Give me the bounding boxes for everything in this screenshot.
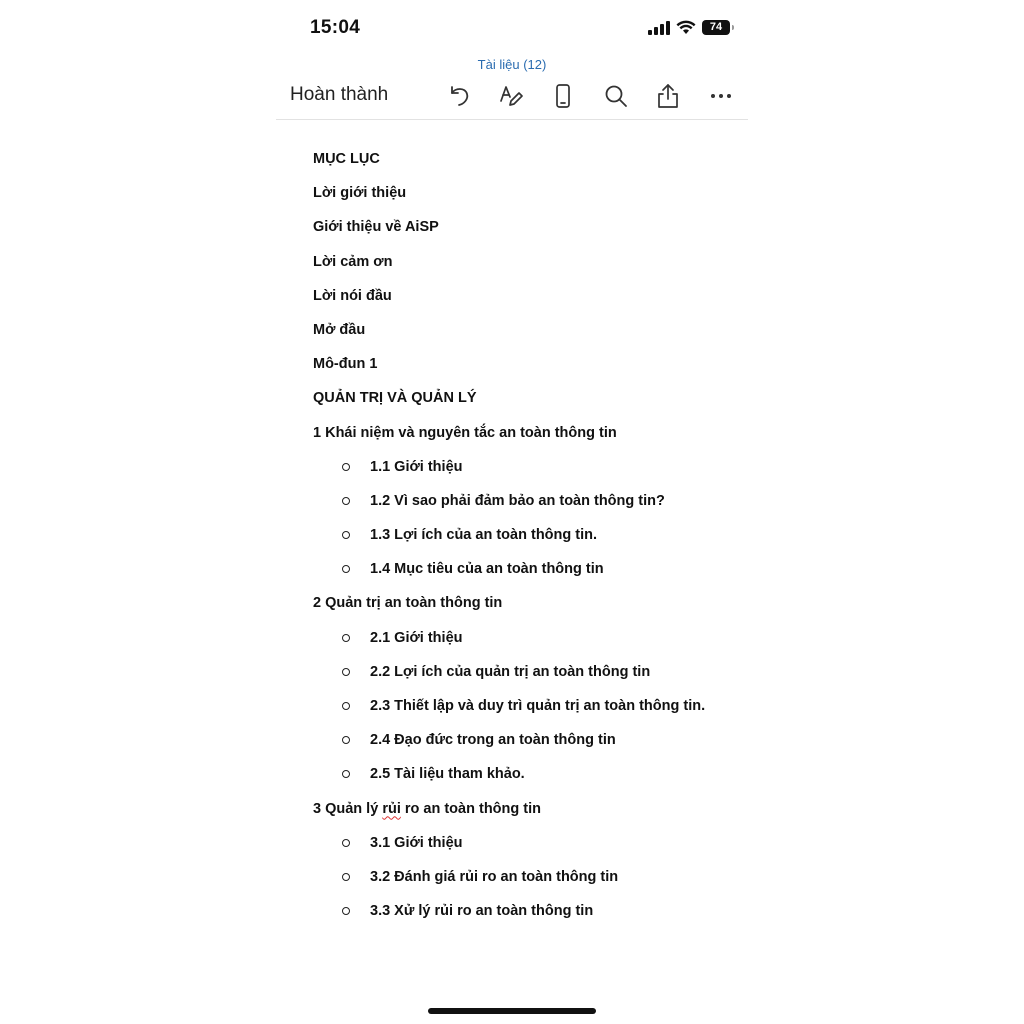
toc-subentry bbox=[313, 695, 743, 729]
toc-entry bbox=[313, 798, 743, 832]
toc-subentry-text: 1.1 Giới thiệu bbox=[370, 458, 463, 475]
toc-entry: 1 Khái niệm và nguyên tắc an toàn thông tin bbox=[313, 424, 617, 441]
toc-entry: 2 Quản trị an toàn thông tin bbox=[313, 595, 503, 612]
share-icon bbox=[655, 83, 681, 109]
toc-subentry bbox=[313, 490, 743, 524]
toc-subentry-text: 3.3 Xử lý rủi ro an toàn thông tin bbox=[370, 903, 594, 920]
toc-subentry bbox=[313, 627, 743, 661]
undo-button[interactable] bbox=[444, 81, 474, 111]
document-title[interactable]: Tài liệu (12) bbox=[477, 57, 547, 72]
toc-subentry-text: 2.1 Giới thiệu bbox=[370, 629, 463, 646]
wifi-icon bbox=[676, 20, 696, 35]
bullet-icon bbox=[342, 634, 350, 642]
toc-entry: Giới thiệu về AiSP bbox=[313, 219, 439, 236]
bullet-icon bbox=[342, 497, 350, 505]
toc-subentry bbox=[313, 832, 743, 866]
bullet-icon bbox=[342, 463, 350, 471]
toc-entry: Lời cảm ơn bbox=[313, 253, 393, 270]
toc-subentry bbox=[313, 524, 743, 558]
toc-entry: Lời nói đầu bbox=[313, 287, 392, 304]
mobile-view-button[interactable] bbox=[548, 81, 578, 111]
search-button[interactable] bbox=[601, 81, 631, 111]
toc-subentry-text: 2.4 Đạo đức trong an toàn thông tin bbox=[370, 732, 616, 749]
toc-subentry bbox=[313, 900, 743, 934]
toc-entry: QUẢN TRỊ VÀ QUẢN LÝ bbox=[313, 390, 477, 407]
done-button[interactable]: Hoàn thành bbox=[290, 84, 389, 105]
bullet-icon bbox=[342, 736, 350, 744]
toc-entry-text: 3 Quản lý bbox=[313, 800, 383, 817]
toc-subentry bbox=[313, 866, 743, 900]
toc-subentry-text: 3.1 Giới thiệu bbox=[370, 834, 463, 851]
toc-subentry bbox=[313, 763, 743, 797]
toc-subentry-text: 2.2 Lợi ích của quản trị an toàn thông tin bbox=[370, 663, 651, 680]
bullet-icon bbox=[342, 907, 350, 915]
toc-subentry bbox=[313, 456, 743, 490]
battery-indicator: 74 bbox=[702, 20, 730, 35]
toc-subentry-text: 2.3 Thiết lập và duy trì quản trị an toàn thông tin. bbox=[370, 698, 706, 714]
pen-format-icon bbox=[498, 83, 524, 109]
format-button[interactable] bbox=[496, 81, 526, 111]
bullet-icon bbox=[342, 565, 350, 573]
search-icon bbox=[603, 83, 629, 109]
home-indicator[interactable] bbox=[428, 1008, 596, 1014]
status-icons bbox=[648, 20, 730, 35]
toc-subentry bbox=[313, 661, 743, 695]
bullet-icon bbox=[342, 702, 350, 710]
bullet-icon bbox=[342, 770, 350, 778]
toolbar bbox=[276, 78, 748, 118]
table-of-contents[interactable] bbox=[313, 148, 743, 934]
toc-entry-text: ro an toàn thông tin bbox=[400, 800, 541, 817]
spellcheck-word[interactable]: rủi bbox=[382, 800, 401, 817]
more-button[interactable] bbox=[706, 81, 736, 111]
bullet-icon bbox=[342, 839, 350, 847]
bullet-icon bbox=[342, 531, 350, 539]
toc-entry: Mở đầu bbox=[313, 321, 366, 338]
share-button[interactable] bbox=[653, 81, 683, 111]
cellular-signal-icon bbox=[648, 21, 670, 35]
toc-subentry bbox=[313, 729, 743, 763]
toc-subentry bbox=[313, 558, 743, 592]
status-bar bbox=[276, 0, 748, 54]
status-time: 15:04 bbox=[310, 17, 361, 38]
more-icon bbox=[708, 83, 734, 109]
toolbar-divider bbox=[276, 119, 748, 120]
toc-entry: Lời giới thiệu bbox=[313, 185, 407, 202]
toc-subentry-text: 1.4 Mục tiêu của an toàn thông tin bbox=[370, 561, 604, 578]
undo-icon bbox=[446, 83, 472, 109]
toc-heading: MỤC LỤC bbox=[313, 151, 380, 167]
toc-subentry-text: 1.3 Lợi ích của an toàn thông tin. bbox=[370, 527, 598, 544]
bullet-icon bbox=[342, 873, 350, 881]
toc-entry: Mô-đun 1 bbox=[313, 356, 378, 373]
phone-view-icon bbox=[550, 83, 576, 109]
toc-subentry-text: 1.2 Vì sao phải đảm bảo an toàn thông tin? bbox=[370, 492, 665, 509]
phone-screen bbox=[276, 0, 748, 1024]
toc-subentry-text: 2.5 Tài liệu tham khảo. bbox=[370, 766, 525, 783]
bullet-icon bbox=[342, 668, 350, 676]
toc-subentry-text: 3.2 Đánh giá rủi ro an toàn thông tin bbox=[370, 868, 619, 885]
